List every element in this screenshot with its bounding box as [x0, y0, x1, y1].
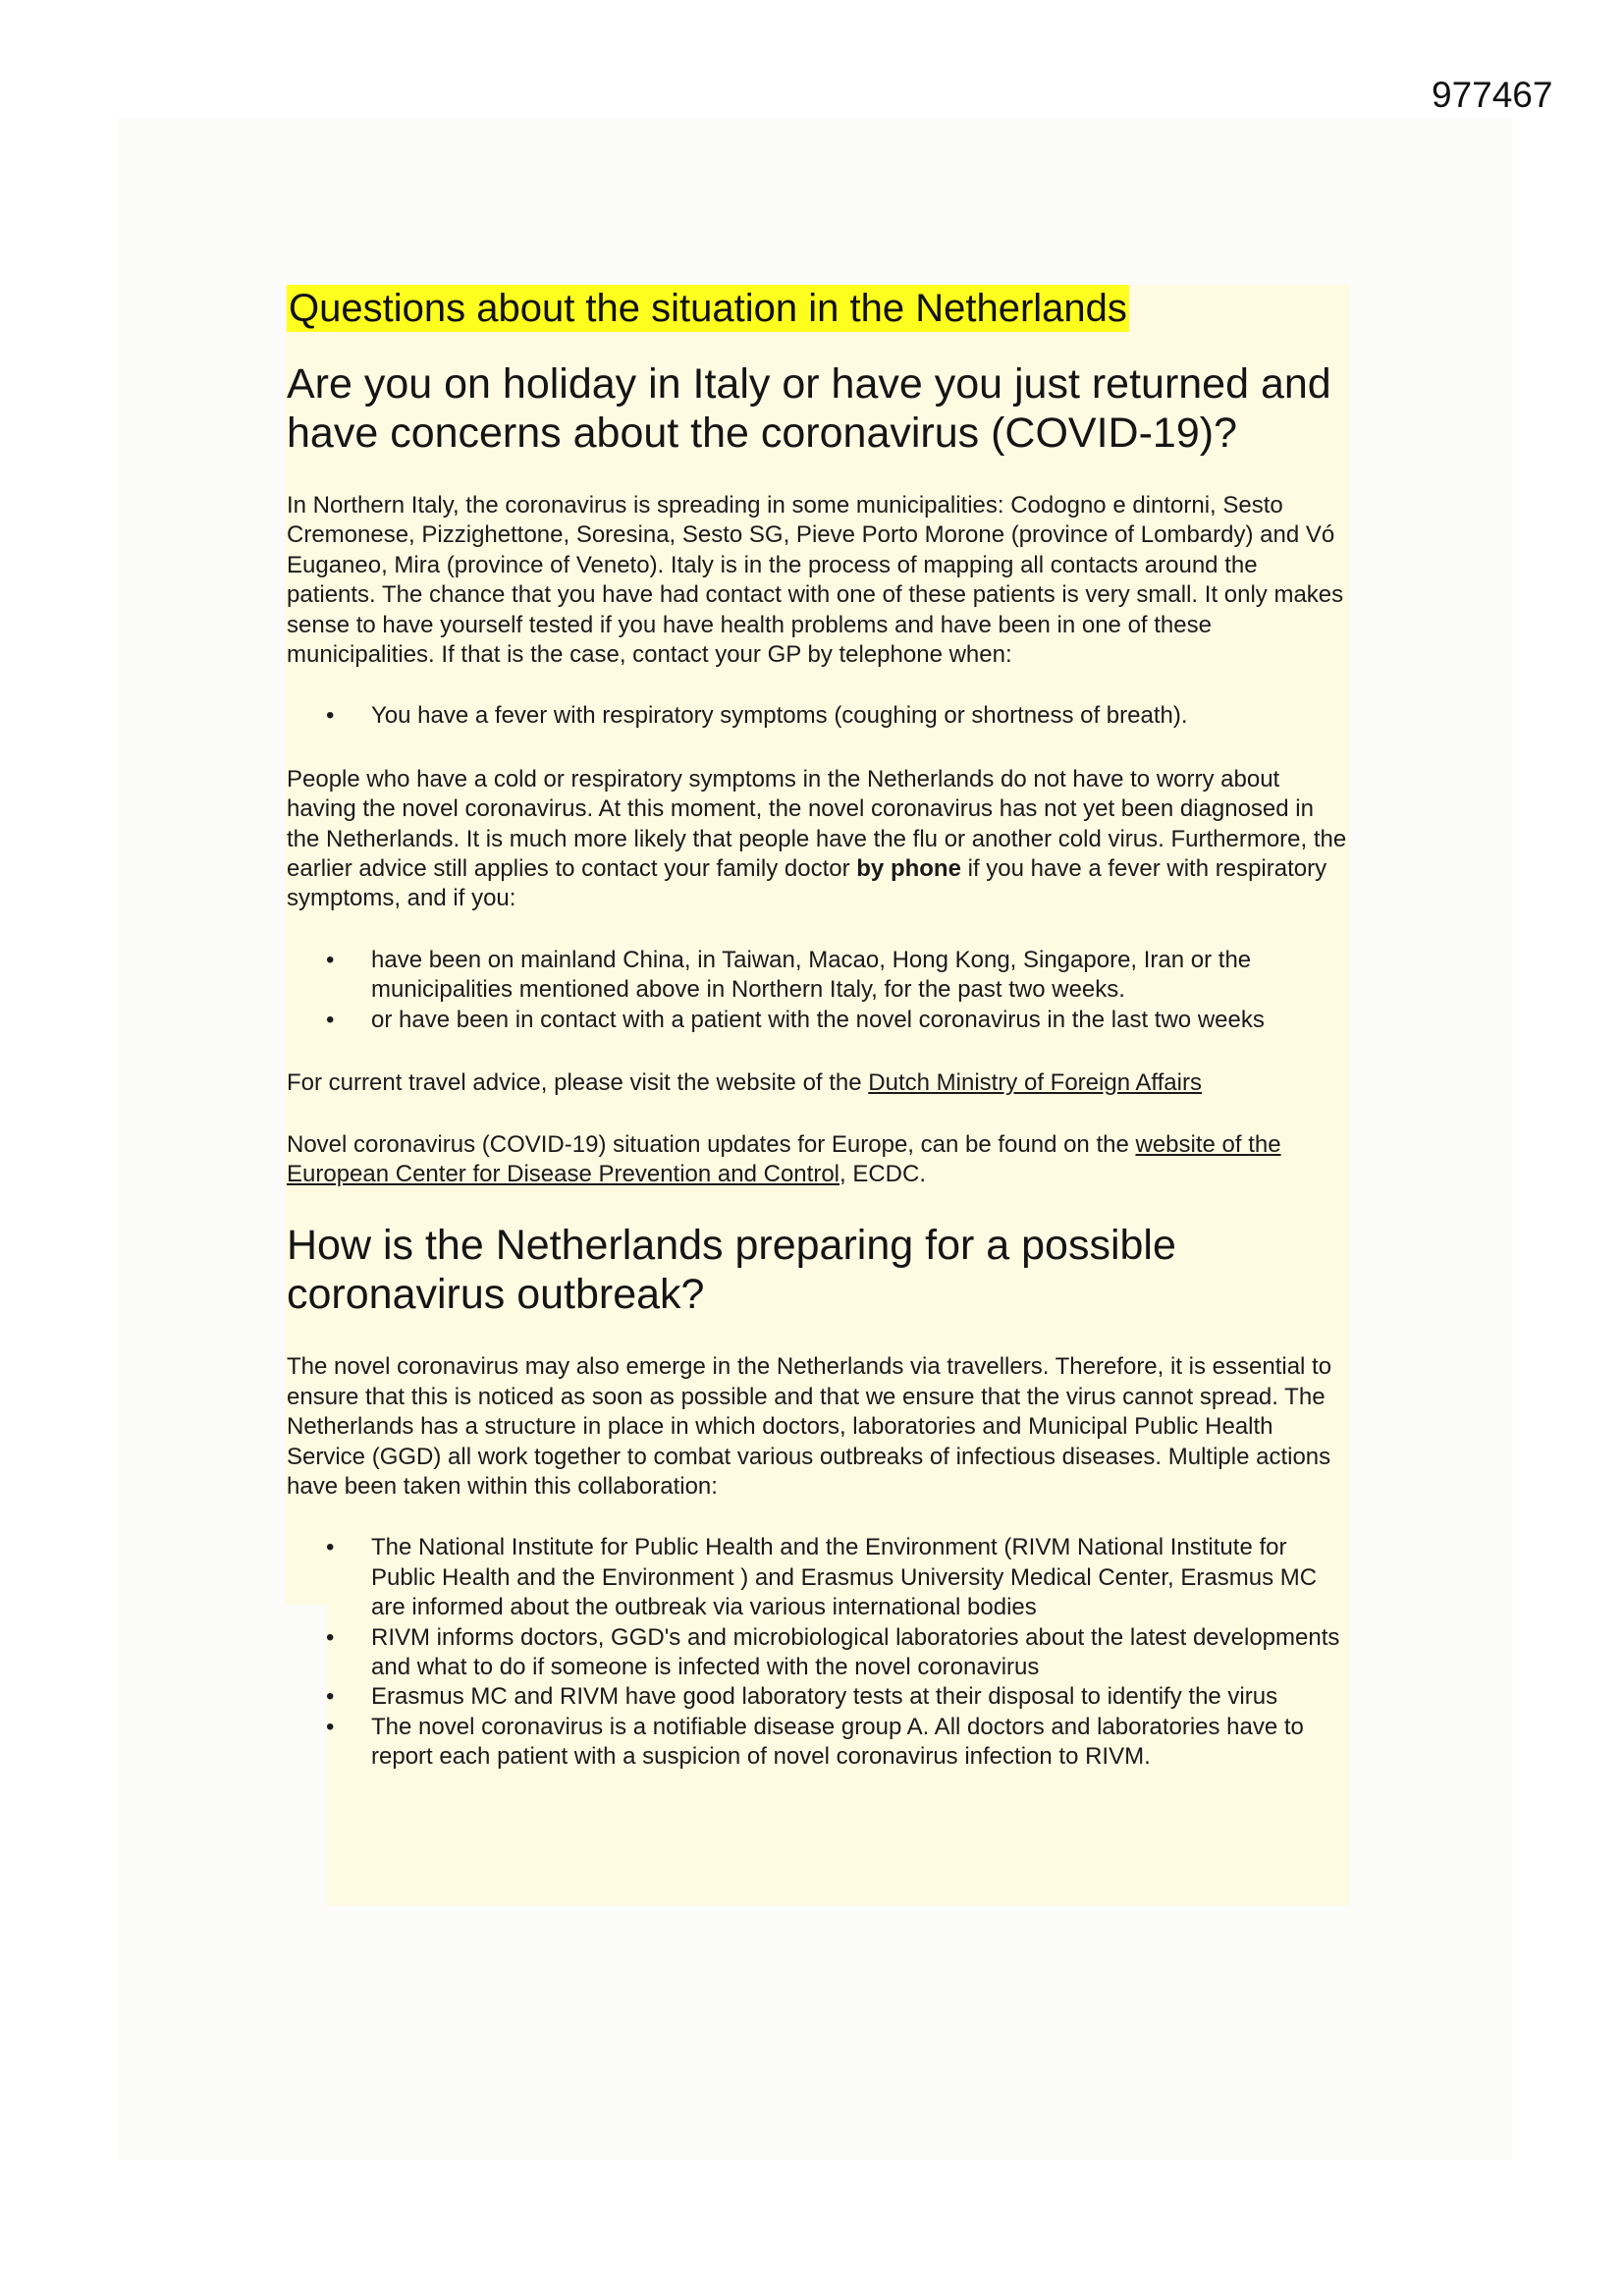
- list-item: • You have a fever with respiratory symptoms (coughing or shortness of breath).: [287, 701, 1347, 731]
- list-item: • RIVM informs doctors, GGD's and microbiological laboratories about the latest developments and what to do if someone is infected with the novel coronavirus: [326, 1623, 1340, 1680]
- section1-intro: In Northern Italy, the coronavirus is spreading in some municipalities: Codogno e dintorni, Sesto Cremonese, Pizzighettone, Soresina, Sesto SG, Pieve Porto Morone (province of Lombardy) and Vó Euganeo, Mira (province of Veneto). Italy is in the process of mapping all contacts around the patients. The chance that you have had contact with one of these patients is very small. It only makes sense to have yourself tested if you have health problems and have been in one of these municipalities. If that is the case, contact your GP by telephone when:: [287, 492, 1344, 669]
- bullet-icon: •: [326, 1006, 335, 1033]
- foreign-affairs-link[interactable]: Dutch Ministry of Foreign Affairs: [868, 1069, 1202, 1097]
- list-item: • The novel coronavirus is a notifiable disease group A. All doctors and laboratories have to report each patient with a suspicion of novel coronavirus infection to RIVM.: [326, 1713, 1304, 1771]
- section1-bullet-list-2: [287, 946, 1347, 1035]
- bullet-icon: •: [326, 1534, 335, 1561]
- list-item: • The National Institute for Public Health and the Environment (RIVM National Institute for Public Health and the Environment ) and Erasmus University Medical Center, Erasmus MC are informed about the outbreak via various international bodies: [326, 1534, 1318, 1621]
- emphasis-by-phone: by phone: [856, 855, 961, 883]
- bullet-icon: •: [326, 702, 335, 730]
- bullet-icon: •: [326, 1623, 335, 1651]
- list-item: • Erasmus MC and RIVM have good laboratory tests at their disposal to identify the virus: [287, 1682, 1347, 1712]
- bullet-icon: •: [326, 946, 335, 973]
- ecdc-paragraph: Novel coronavirus (COVID-19) situation updates for Europe, can be found on the website of the European Center for Disease Prevention and Control, ECDC.: [287, 1130, 1281, 1187]
- list-item: • have been on mainland China, in Taiwan, Macao, Hong Kong, Singapore, Iran or the municipalities mentioned above in Northern Italy, for the past two weeks.: [326, 946, 1252, 1004]
- document-body: [287, 285, 1347, 1806]
- section1-paragraph-2: People who have a cold or respiratory symptoms in the Netherlands do not have to worry about having the novel coronavirus. At this moment, the novel coronavirus has not yet been diagnosed in the Netherlands. It is much more likely that people have the flu or another cold virus. Furthermore, the earlier advice still applies to contact your family doctor by phone if you have a fever with respiratory symptoms, and if you:: [287, 765, 1347, 912]
- section2-heading: How is the Netherlands preparing for a possible coronavirus outbreak?: [287, 1222, 1176, 1319]
- topic-label: Questions about the situation in the Netherlands: [289, 287, 1127, 330]
- list-item: • or have been in contact with a patient with the novel coronavirus in the last two weeks: [287, 1006, 1347, 1035]
- section1-bullet-list-1: [287, 701, 1347, 731]
- bullet-icon: •: [326, 1683, 335, 1711]
- travel-advice-paragraph: For current travel advice, please visit the website of the Dutch Ministry of Foreign Affairs: [287, 1069, 1202, 1097]
- document-number: 977467: [1432, 75, 1553, 115]
- section2-bullet-list: [287, 1533, 1347, 1772]
- ecdc-link[interactable]: website of the European Center for Disease Prevention and Control: [287, 1130, 1281, 1187]
- section1-heading: Are you on holiday in Italy or have you just returned and have concerns about the coronavirus (COVID-19)?: [287, 360, 1331, 457]
- section2-intro: The novel coronavirus may also emerge in the Netherlands via travellers. Therefore, it is essential to ensure that this is noticed as soon as possible and that we ensure that the virus cannot spread. The Netherlands has a structure in place in which doctors, laboratories and Municipal Public Health Service (GGD) all work together to combat various outbreaks of infectious diseases. Multiple actions have been taken within this collaboration:: [287, 1353, 1332, 1500]
- bullet-icon: •: [326, 1713, 335, 1740]
